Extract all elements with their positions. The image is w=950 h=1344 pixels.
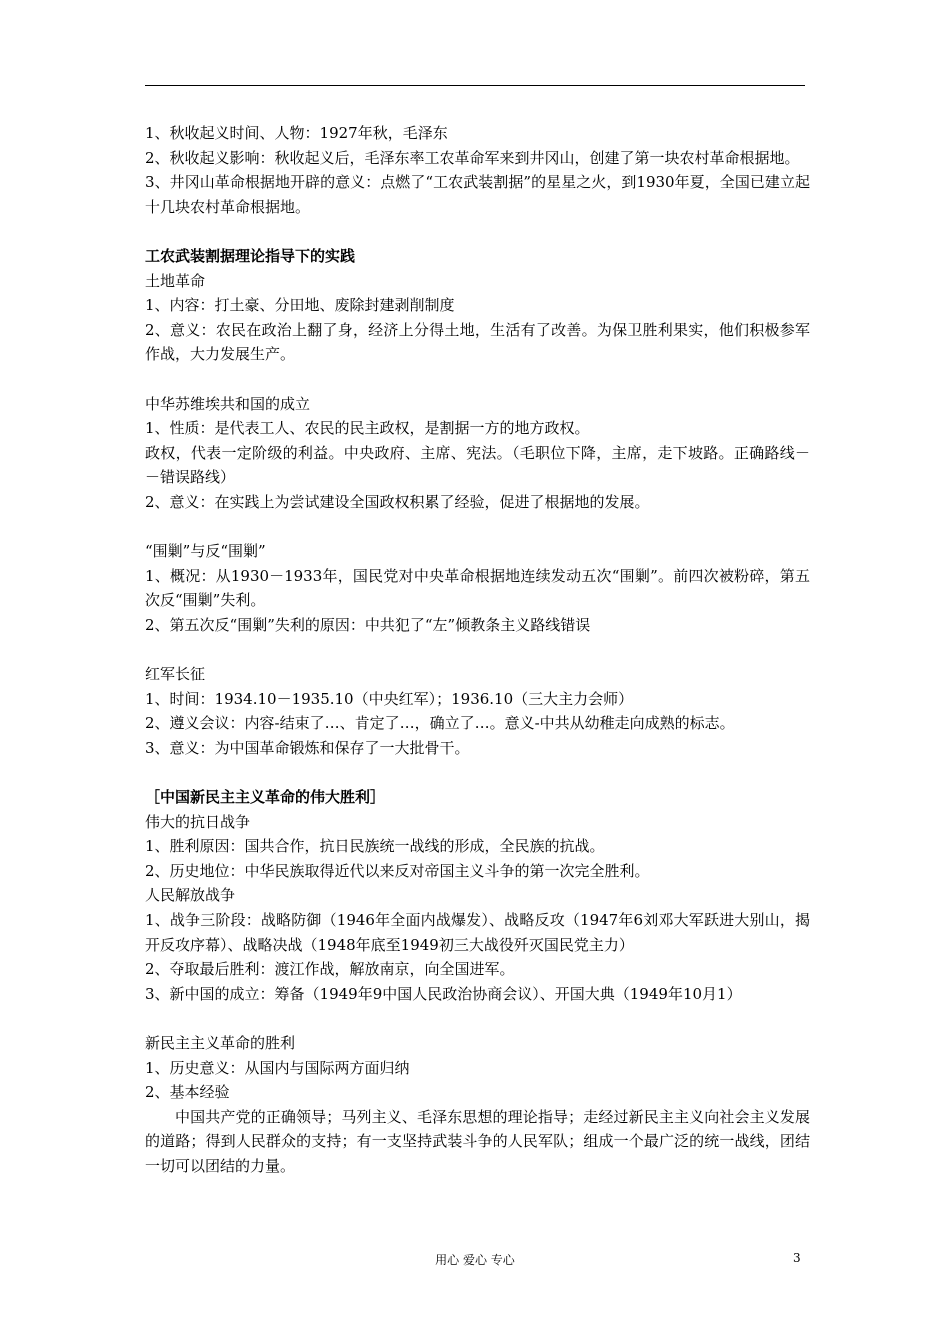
paragraph: 1、概况：从1930－1933年，国民党对中央革命根据地连续发动五次“围剿”。前四次被粉碎，第五次反“围剿”失利。 bbox=[145, 566, 810, 610]
document-body bbox=[145, 121, 810, 1179]
subsection-title: 新民主主义革命的胜利 bbox=[145, 1033, 296, 1052]
subsection-title: 中华苏维埃共和国的成立 bbox=[145, 394, 311, 413]
paragraph: 政权，代表一定阶级的利益。中央政府、主席、宪法。（毛职位下降，主席，走下坡路。正确路线－－错误路线） bbox=[145, 443, 810, 487]
subsection-title: 伟大的抗日战争 bbox=[145, 812, 251, 831]
paragraph: 1、内容：打土豪、分田地、废除封建剥削制度 bbox=[145, 296, 455, 315]
spacer bbox=[145, 367, 810, 392]
paragraph: 2、夺取最后胜利：渡江作战，解放南京，向全国进军。 bbox=[145, 960, 515, 979]
paragraph: 2、遵义会议：内容-结束了…、肯定了…，确立了…。意义-中共从幼稚走向成熟的标志。 bbox=[145, 714, 735, 733]
paragraph: 3、井冈山革命根据地开辟的意义：点燃了“工农武装割据”的星星之火，到1930年夏，全国已建立起十几块农村革命根据地。 bbox=[145, 173, 810, 216]
subsection-title: “围剿”与反“围剿” bbox=[145, 542, 266, 561]
paragraph: 1、秋收起义时间、人物：1927年秋，毛泽东 bbox=[145, 124, 448, 142]
paragraph: 2、意义：农民在政治上翻了身，经济上分得土地，生活有了改善。为保卫胜利果实，他们积极参军作战，大力发展生产。 bbox=[145, 320, 810, 364]
paragraph: 1、战争三阶段：战略防御（1946年全面内战爆发）、战略反攻（1947年6刘邓大军跃进大别山，揭开反攻序幕）、战略决战（1948年底至1949初三大战役歼灭国民党主力） bbox=[145, 911, 810, 954]
paragraph: 2、基本经验 bbox=[145, 1083, 230, 1102]
section-heading: ［中国新民主主义革命的伟大胜利］ bbox=[145, 788, 386, 807]
paragraph: 2、历史地位：中华民族取得近代以来反对帝国主义斗争的第一次完全胜利。 bbox=[145, 861, 650, 880]
subsection-title: 红军长征 bbox=[145, 665, 206, 684]
paragraph: 2、秋收起义影响：秋收起义后，毛泽东率工农革命军来到井冈山，创建了第一块农村革命根据地。 bbox=[145, 148, 800, 167]
header-rule bbox=[145, 85, 805, 86]
spacer bbox=[145, 219, 810, 244]
page-number: 3 bbox=[793, 1251, 801, 1265]
paragraph: 1、历史意义：从国内与国际两方面归纳 bbox=[145, 1058, 410, 1077]
footer-slogan: 用心 爱心 专心 bbox=[435, 1253, 515, 1267]
paragraph: 中国共产党的正确领导；马列主义、毛泽东思想的理论指导；走经过新民主主义向社会主义发展的道路；得到人民群众的支持；有一支坚持武装斗争的人民军队；组成一个最广泛的统一战线，团结一切可以团结的力量。 bbox=[145, 1107, 810, 1175]
paragraph: 3、新中国的成立：筹备（1949年9中国人民政治协商会议）、开国大典（1949年10月1） bbox=[145, 984, 742, 1003]
paragraph: 3、意义：为中国革命锻炼和保存了一大批骨干。 bbox=[145, 738, 470, 757]
subsection-title: 土地革命 bbox=[145, 271, 206, 290]
spacer bbox=[145, 1006, 810, 1031]
paragraph: 1、胜利原因：国共合作，抗日民族统一战线的形成，全民族的抗战。 bbox=[145, 837, 605, 856]
subsection-title: 人民解放战争 bbox=[145, 886, 236, 905]
paragraph: 2、意义：在实践上为尝试建设全国政权积累了经验，促进了根据地的发展。 bbox=[145, 492, 650, 511]
spacer bbox=[145, 515, 810, 540]
spacer bbox=[145, 637, 810, 662]
spacer bbox=[145, 760, 810, 785]
paragraph: 1、性质：是代表工人、农民的民主政权，是割据一方的地方政权。 bbox=[145, 419, 590, 438]
paragraph: 1、时间：1934.10－1935.10（中央红军）；1936.10（三大主力会师） bbox=[145, 689, 634, 708]
section-heading: 工农武装割据理论指导下的实践 bbox=[145, 246, 356, 265]
paragraph: 2、第五次反“围剿”失利的原因：中共犯了“左”倾教条主义路线错误 bbox=[145, 615, 591, 634]
